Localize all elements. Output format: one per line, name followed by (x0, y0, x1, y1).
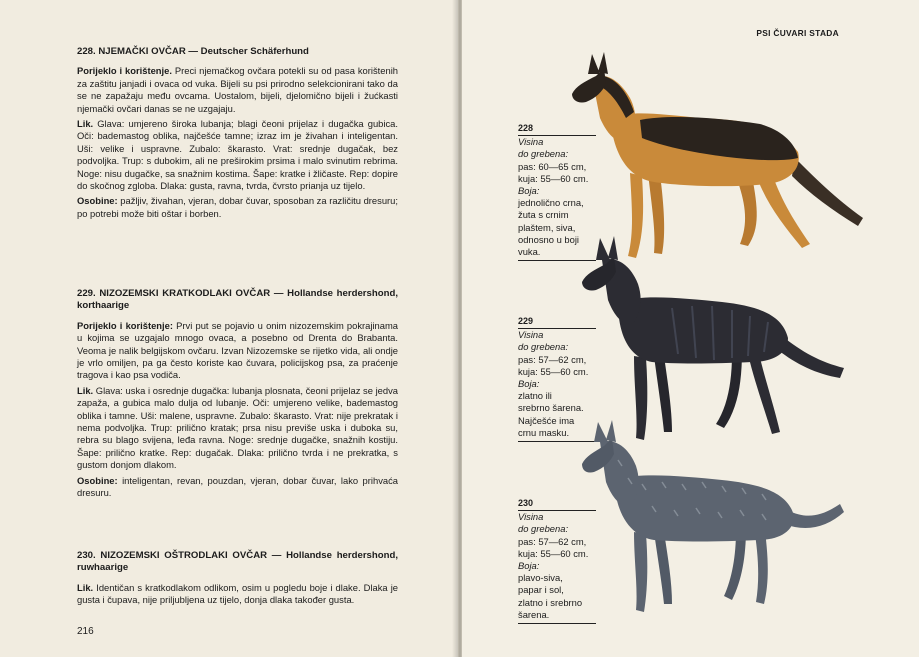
caption-line: do grebena: (518, 341, 569, 353)
caption-line: Boja: (518, 378, 540, 390)
paragraph-text: Glava: uska i osrednje dugačka: lubanja plosnata, čeoni prijelaz se jedva zapaža, a gubica malo dulja od lubanje. Oči: umjereno velike, bademastog oblika i tamne. Uši: malene, uspravne. Zubalo: škarasto. Vrat: nije prekratak i nema podvoljka. Trup: prilično kratak; prsa nisu previše uska i duboka su, rebra su blago svijena, leđa ravna. Noge: srednje dugačke, snažnih kostiju. Šape: prilično kratke. Rep: dugačak. Dlaka: prilično tvrda i ne prekratka, s gustom donjom dlakom. (77, 384, 398, 471)
entry-paragraph (77, 385, 398, 472)
german-shepherd-illustration (570, 48, 870, 268)
caption-line: kuja: 55—60 cm. (518, 547, 589, 559)
entry-paragraph (77, 320, 398, 382)
entry-title: 228. NJEMAČKI OVČAR — Deutscher Schäferhund (77, 46, 309, 57)
paragraph-text: Prvi put se pojavio u onim nizozemskim pokrajinama u kojima se uzgajalo mnogo ovaca, a posebno od Drenta do Brabanta. Veoma je nalik belgijskom ovčaru. Izvan Nizozemske se rijetko vida, ali ondje je vrlo omiljen, pa ga često koriste kao čuvara, policijskog psa, za praćenje tragova i kao psa vodiča. (77, 319, 399, 381)
caption-line: Najčešće ima (518, 414, 575, 426)
caption-line: pas: 57—62 cm, (518, 535, 587, 547)
caption-line: jednolično crna, (518, 197, 584, 209)
entry-title: 229. NIZOZEMSKI KRATKODLAKI OVČAR — Hollandse herdershond, korthaarige (77, 288, 398, 312)
paragraph-label: Lik. (77, 581, 94, 593)
left-page (0, 0, 458, 657)
caption-rule (518, 623, 596, 624)
paragraph-text: inteligentan, revan, pouzdan, vjeran, dobar čuvar, lako prihvaća dresuru. (77, 474, 398, 499)
caption-line: žuta s crnim (518, 209, 569, 221)
caption-line: kuja: 55—60 cm. (518, 172, 589, 184)
entry-paragraph (77, 65, 398, 115)
caption-line: do grebena: (518, 523, 569, 535)
entry-paragraph (77, 195, 398, 220)
caption-line: do grebena: (518, 148, 569, 160)
entry-paragraph (77, 582, 398, 607)
caption-line: vuka. (518, 246, 541, 258)
paragraph-label: Osobine: (77, 474, 118, 486)
caption-line: odnosno u boji (518, 233, 579, 245)
caption-line: Visina (518, 329, 544, 341)
caption-line: kuja: 55—60 cm. (518, 365, 589, 377)
running-head: PSI ČUVARI STADA (756, 28, 839, 38)
paragraph-text: Preci njemačkog ovčara potekli su od pasa korištenih za zaštitu janjadi i ovaca od vuka. Bijeli su psi prirodno selekcionirani tako da se ne zapažaju među ovcama. Uostalom, bijeli, djelomično bijeli i žućkasti njemački ovčari danas se ne uzgajaju. (77, 65, 398, 114)
caption-line: zlatno i srebrno (518, 596, 583, 608)
dutch-shepherd-roughhair-illustration (582, 420, 852, 620)
caption-line: crnu masku. (518, 426, 570, 438)
paragraph-label: Lik. (77, 118, 94, 130)
caption-line: Visina (518, 136, 544, 148)
caption-line: Boja: (518, 560, 540, 572)
caption-line: pas: 60—65 cm, (518, 160, 587, 172)
paragraph-text: pažljiv, živahan, vjeran, dobar čuvar, sposoban za različitu dresuru; po potrebi može biti oštar i borben. (77, 195, 398, 219)
dog-230-shape (582, 420, 844, 612)
dog-228-shape (572, 52, 863, 258)
entry-230 (77, 550, 398, 610)
paragraph-text: Glava: umjereno široka lubanja; blagi čeoni prijelaz i dugačka gubica. Oči: bademastog oblika, najčešće tamne; izraz im je živahan i inteligentan. Uši: velike i uspravne. Zubalo: škarasto. Vrat: srednje dugačak, bez podvoljka. Trup: s dubokim, ali ne preširokim prsima i malo svinutim rebrima. Noge: nisu dugačke, sa snažnim kostima. Šape: kratke i žličaste. Rep: dopire do skočnog zgloba. Dlaka: gusta, ravna, tvrda, čvrsto prianja uz tijelo. (77, 118, 398, 192)
entry-paragraph (77, 118, 398, 192)
caption-number: 230 (518, 498, 534, 508)
caption-number: 229 (518, 316, 534, 326)
caption-line: srebrno šarena. (518, 402, 584, 414)
caption-line: Boja: (518, 185, 540, 197)
dog-229-shape (582, 236, 844, 440)
caption-line: šarena. (518, 608, 550, 620)
dutch-shepherd-shorthair-illustration (582, 236, 852, 446)
entry-paragraph (77, 475, 398, 500)
entry-229 (77, 288, 398, 503)
paragraph-label: Lik. (77, 384, 94, 396)
caption-line: Visina (518, 511, 544, 523)
caption-line: plaštem, siva, (518, 221, 576, 233)
entry-title: 230. NIZOZEMSKI OŠTRODLAKI OVČAR — Hollandse herdershond, ruwhaarige (77, 550, 398, 574)
paragraph-label: Osobine: (77, 195, 118, 207)
entry-228 (77, 46, 398, 223)
caption-line: papar i sol, (518, 584, 564, 596)
paragraph-label: Porijeklo i korištenje. (77, 65, 172, 77)
right-page (462, 0, 919, 657)
paragraph-text: Identičan s kratkodlakom odlikom, osim u pogledu boje i dlake. Dlaka je gusta i čupava, nije priljubljena uz tijelo, donja dlaka također gusta. (77, 581, 398, 606)
caption-line: plavo-siva, (518, 572, 563, 584)
paragraph-label: Porijeklo i korištenje: (77, 319, 173, 331)
caption-line: zlatno ili (518, 390, 552, 402)
page-number: 216 (77, 626, 94, 637)
caption-number: 228 (518, 123, 534, 133)
caption-line: pas: 57—62 cm, (518, 353, 587, 365)
